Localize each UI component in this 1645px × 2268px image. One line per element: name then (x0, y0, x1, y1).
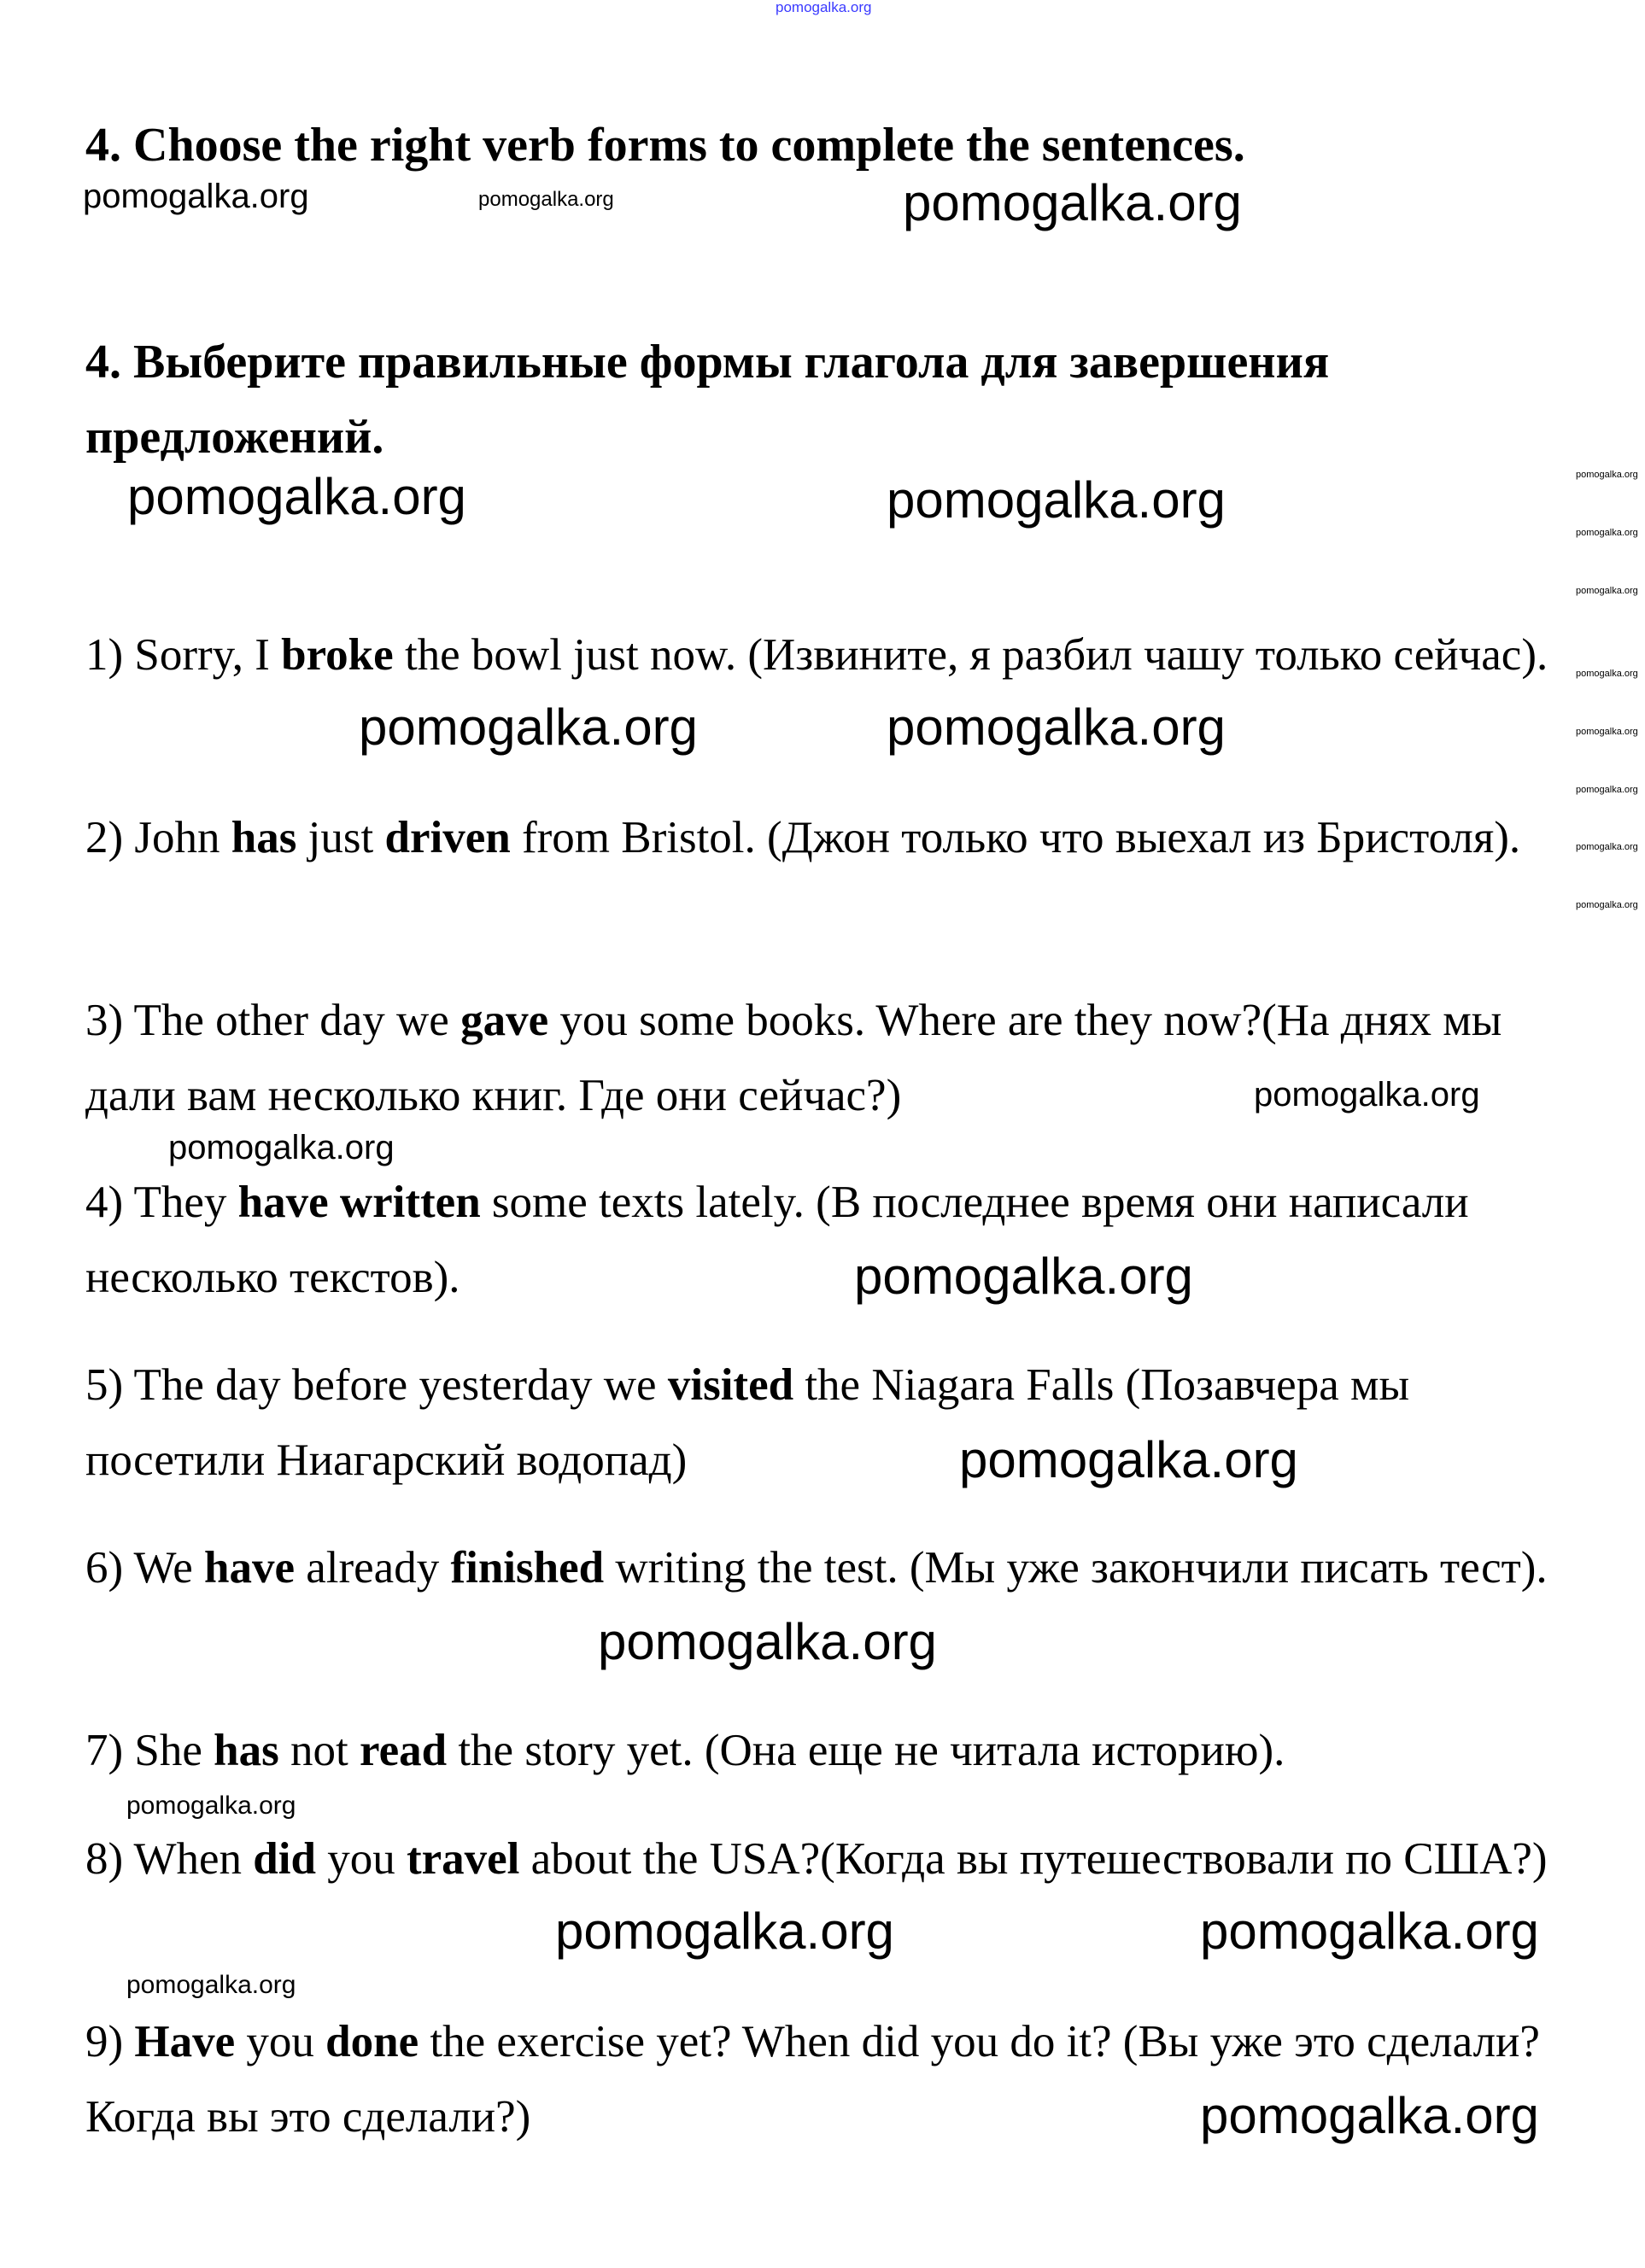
verb-form: gave (460, 996, 549, 1045)
sentence-text: 3) The other day we (85, 996, 461, 1045)
sentence-text: 9) (85, 2017, 135, 2066)
watermark: pomogalka.org (168, 1129, 395, 1166)
verb-form: has (231, 813, 297, 862)
watermark: pomogalka.org (1576, 470, 1638, 480)
sentence-text: not (278, 1726, 360, 1775)
sentence-text: 5) The day before yesterday we (85, 1360, 668, 1410)
watermark: pomogalka.org (478, 188, 614, 211)
watermark: pomogalka.org (126, 1971, 296, 1999)
sentence-text: some texts lately. (В последнее время они написали несколько текстов). (85, 1178, 1469, 1302)
sentence-text: 2) John (85, 813, 231, 862)
sentence-text: 8) When (85, 1834, 254, 1884)
verb-form: Have (134, 2017, 236, 2066)
watermark: pomogalka.org (1576, 727, 1638, 737)
sentence-text: writing the test. (Мы уже закончили писать тест). (604, 1543, 1548, 1593)
answer-sentence (85, 617, 1563, 693)
sentence-text: 6) We (85, 1543, 204, 1593)
verb-form: read (360, 1726, 448, 1775)
exercise-title-ru: 4. Выберите правильные формы глагола для завершения предложений. (85, 336, 1330, 464)
verb-form: have (204, 1543, 295, 1593)
watermark: pomogalka.org (887, 699, 1226, 756)
verb-form: driven (384, 813, 511, 862)
watermark: pomogalka.org (1200, 1903, 1539, 1960)
top-watermark[interactable]: pomogalka.org (776, 0, 872, 15)
verb-form: visited (667, 1360, 794, 1410)
sentence-text: you some books. Where are they now?(На днях мы дали вам несколько книг. Где они сейчас?) (85, 996, 1502, 1120)
watermark: pomogalka.org (1254, 1076, 1480, 1114)
watermark: pomogalka.org (555, 1903, 894, 1960)
sentence-text: just (296, 813, 385, 862)
watermark: pomogalka.org (126, 1792, 296, 1820)
sentence-text: 4) They (85, 1178, 238, 1227)
watermark: pomogalka.org (598, 1613, 937, 1670)
watermark: pomogalka.org (959, 1431, 1298, 1488)
watermark: pomogalka.org (127, 468, 466, 525)
watermark: pomogalka.org (1576, 528, 1638, 538)
sentence-text: the Niagara Falls (Позавчера мы посетили Ниагарский водопад) (85, 1360, 1410, 1485)
sentence-text: from Bristol. (Джон только что выехал из Бристоля). (510, 813, 1521, 862)
answer-sentence (85, 1821, 1563, 1897)
watermark: pomogalka.org (1200, 2087, 1539, 2144)
sentence-text: you (235, 2017, 326, 2066)
sentence-text: already (295, 1543, 451, 1593)
sentence-text: 1) Sorry, I (85, 630, 282, 680)
verb-form: travel (406, 1834, 520, 1884)
watermark: pomogalka.org (1576, 586, 1638, 596)
verb-form: did (253, 1834, 316, 1884)
verb-form: done (325, 2017, 419, 2066)
answer-sentence (85, 1713, 1563, 1788)
answer-sentence (85, 1530, 1563, 1605)
watermark: pomogalka.org (1576, 785, 1638, 795)
verb-form: has (214, 1726, 279, 1775)
watermark: pomogalka.org (1576, 842, 1638, 852)
sentence-text: the exercise yet? When did you do it? (Вы уже это сделали? Когда вы это сделали?) (85, 2017, 1540, 2142)
sentence-text: about the USA?(Когда вы путешествовали по США?) (519, 1834, 1548, 1884)
verb-form: finished (450, 1543, 605, 1593)
sentence-text: you (315, 1834, 407, 1884)
watermark: pomogalka.org (1576, 900, 1638, 910)
watermark: pomogalka.org (887, 471, 1226, 529)
answer-sentence (85, 800, 1563, 875)
watermark: pomogalka.org (1576, 669, 1638, 679)
watermark: pomogalka.org (854, 1248, 1193, 1305)
answer-sentence (85, 1347, 1563, 1498)
sentence-text: the story yet. (Она еще не читала историю). (447, 1726, 1285, 1775)
watermark: pomogalka.org (83, 178, 309, 215)
verb-form: have written (237, 1178, 481, 1227)
sentence-text: 7) She (85, 1726, 214, 1775)
sentence-text: the bowl just now. (Извините, я разбил чашу только сейчас). (393, 630, 1548, 680)
watermark: pomogalka.org (903, 174, 1242, 231)
verb-form: broke (281, 630, 394, 680)
watermark: pomogalka.org (359, 699, 698, 756)
answer-sentence (85, 1165, 1563, 1315)
exercise-title-en: 4. Choose the right verb forms to complete the sentences. (85, 119, 1245, 172)
